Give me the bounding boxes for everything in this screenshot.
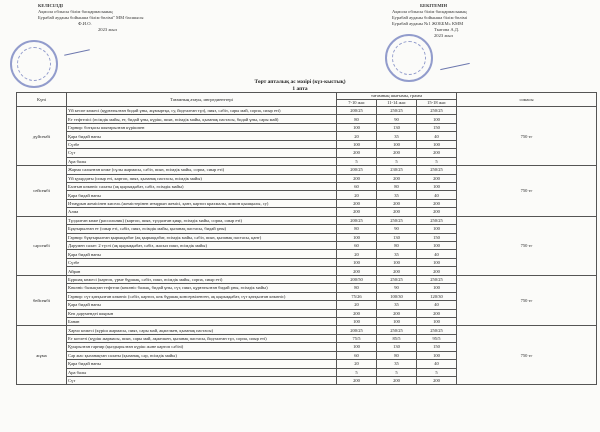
menu-table-body [17,107,597,385]
weight-7-10-cell: 200 [337,309,377,317]
dish-cell: Алма [67,208,337,216]
header-cost: сомасы [457,93,597,107]
cost-cell: 750 тг [457,166,597,217]
weight-11-14-cell: 250/25 [377,326,417,334]
dish-cell: Ара балы [67,157,337,165]
weight-7-10-cell: 60 [337,351,377,359]
dish-cell: Сүт [67,377,337,385]
weight-15-18-cell: 100 [417,317,457,325]
approved-label-left: КЕЛІСІЛДІ [38,3,64,8]
weight-11-14-cell: 90 [377,284,417,292]
weight-15-18-cell: 150 [417,123,457,131]
weight-11-14-cell: 35 [377,301,417,309]
weight-15-18-cell: 200 [417,208,457,216]
weight-11-14-cell: 5 [377,368,417,376]
weight-11-14-cell: 200 [377,309,417,317]
dish-cell: Сүт [67,149,337,157]
weight-11-14-cell: 250/25 [377,216,417,224]
weight-7-10-cell: 200 [337,267,377,275]
weight-15-18-cell: 5 [417,368,457,376]
school-org-line-1: Ақмола облысы білім басқармасының [392,9,467,14]
header-weight: тағамның шығымы, грамм [337,93,457,100]
table-row [17,326,597,334]
day-name-cell: сәрсенбі [17,216,67,275]
weight-7-10-cell: 100 [337,140,377,148]
weight-7-10-cell: 100 [337,343,377,351]
dish-cell: Үй кеспе көжесі (құрғатылған бидай ұны, жұмыртқа, су, йодталған тұз), пияз, сәбіз, сары май, сорпа, сиыр еті) [67,107,337,115]
weight-15-18-cell: 100 [417,140,457,148]
dish-cell: Дәрумен салат: 2 түсті (ақ қырыққабат, сәбіз, жасыл пияз, өсімдік майы) [67,242,337,250]
header-day: Күні [17,93,67,107]
director-name: Ткатова А.Д. [434,27,460,32]
weight-7-10-cell: 20 [337,191,377,199]
weight-15-18-cell: 250/25 [417,166,457,174]
weight-15-18-cell: 5 [417,157,457,165]
dish-cell: Сүзбе [67,258,337,266]
weight-11-14-cell: 90 [377,115,417,123]
weight-15-18-cell: 100 [417,284,457,292]
dish-cell: Айран [67,267,337,275]
weight-11-14-cell: 200 [377,267,417,275]
weight-7-10-cell: 200 [337,208,377,216]
approval-block-right [392,3,592,39]
dish-cell: Кеп дәрумендеі шырын [67,309,337,317]
weight-11-14-cell: 200 [377,377,417,385]
weight-15-18-cell: 200 [417,377,457,385]
document-title: Төрт апталық ас мәзірі (күз-кыстық) [254,79,346,85]
weight-7-10-cell: 200/25 [337,326,377,334]
weight-15-18-cell: 200 [417,199,457,207]
weight-7-10-cell: 80 [337,225,377,233]
weight-7-10-cell: 80 [337,284,377,292]
weight-7-10-cell: 200/25 [337,166,377,174]
weight-7-10-cell: 100 [337,317,377,325]
weight-15-18-cell: 40 [417,250,457,258]
day-name-cell: жұма [17,326,67,385]
weight-11-14-cell: 85/5 [377,334,417,342]
weight-11-14-cell: 250/25 [377,275,417,283]
approval-date-left: 2023 жыл [98,27,117,32]
dish-cell: Тұздалған көже (рассольник) (картоп, пияз, тұздалған қияр, өсімдік майы, сорпа, сиыр еті) [67,216,337,224]
dish-cell: Банан [67,317,337,325]
weight-11-14-cell: 90 [377,225,417,233]
weight-7-10-cell: 20 [337,301,377,309]
weight-15-18-cell: 100 [417,225,457,233]
weight-7-10-cell: 200 [337,377,377,385]
day-name-cell: дүйсенбі [17,107,67,166]
weight-7-10-cell: 75/5 [337,334,377,342]
weight-15-18-cell: 150 [417,233,457,241]
dish-cell: Бұршақ көжесі (картоп, үрме бұршақ, сәбіз, пияз, өсімдік майы, сорпа, сиыр еті) [67,275,337,283]
weight-15-18-cell: 200 [417,309,457,317]
weight-15-18-cell: 200 [417,149,457,157]
dish-cell: Көкөніс балықтан тефтели (көкөніс балық, бидай ұны, сүт, пияз, құрғатылған бидай ұны, өсімдік майы) [67,284,337,292]
weight-15-18-cell: 40 [417,191,457,199]
weight-7-10-cell: 200/25 [337,216,377,224]
approved-label-right: БЕКІТЕМІН [420,3,448,8]
dish-cell: Бұқтырылған ет (сиыр еті, сәбіз, пияз, өсімдік майы, қызанақ пастасы, бидай ұны) [67,225,337,233]
weight-11-14-cell: 100 [377,140,417,148]
dish-cell: Харчо көжесі (күріш жармасы, пияз, сары май, ақжелкен, қызанақ пастасы) [67,326,337,334]
weight-7-10-cell: 100 [337,233,377,241]
dish-cell: Қара бидай наны [67,132,337,140]
table-header-row [17,93,597,100]
weight-11-14-cell: 80 [377,182,417,190]
dish-cell: Қара бидай наны [67,191,337,199]
weight-15-18-cell: 250/25 [417,216,457,224]
weight-7-10-cell: 200 [337,174,377,182]
weight-15-18-cell: 100 [417,351,457,359]
cost-cell: 750 тг [457,275,597,326]
weight-11-14-cell: 35 [377,250,417,258]
school-name: Бурабай ауданы №1 ЖОББМ» КММ [392,21,464,26]
weight-7-10-cell: 200/50 [337,275,377,283]
weight-15-18-cell: 100 [417,182,457,190]
weight-15-18-cell: 200 [417,174,457,182]
weight-7-10-cell: 5 [337,368,377,376]
dish-cell: Жарма салынған көже (сұлы жармасы, сәбіз, пияз, өсімдік майы, сорпа, сиыр еті) [67,166,337,174]
weight-11-14-cell: 130 [377,343,417,351]
weight-11-14-cell: 230/25 [377,166,417,174]
dish-cell: Гарнир: сүт қатқылған көкөніс (сәбіз, картоп, көк бұршақ консервіленген, ақ қырыққабат, сүт қатқылған көкөніс) [67,292,337,300]
approver-org-line-1: Ақмола облысы білім басқармасының [38,9,113,14]
dish-cell: Сүзбе [67,140,337,148]
weight-11-14-cell: 35 [377,191,417,199]
signature-right [440,63,470,70]
table-row [17,107,597,115]
approver-name: Ф.И.О. [78,21,92,26]
weight-11-14-cell: 200 [377,174,417,182]
weight-15-18-cell: 40 [417,132,457,140]
weight-7-10-cell: 80 [337,115,377,123]
weight-7-10-cell: 200/25 [337,107,377,115]
cost-cell: 750 тг [457,216,597,275]
header-age-15-18: 15-18 жас [417,100,457,107]
weight-11-14-cell: 80 [377,242,417,250]
approval-date-right: 2023 жыл [434,33,453,38]
header-age-7-10: 7-10 жас [337,100,377,107]
weight-7-10-cell: 20 [337,132,377,140]
weight-11-14-cell: 200 [377,199,417,207]
dish-cell: Үй қуырдағы (сиыр еті, картоп, пияз, қызанақ пастасы, өсімдік майы) [67,174,337,182]
weight-15-18-cell: 95/5 [417,334,457,342]
table-row [17,216,597,224]
dish-cell: Қуырылған гарнир (қыздырылған күріш және картоп сәбізі) [67,343,337,351]
weight-11-14-cell: 80 [377,351,417,359]
weight-11-14-cell: 100 [377,258,417,266]
dish-cell: Гарнир: бұқтырылған қырыққабат (ақ қырыққабат, өсімдік майы, сәбіз, пияз, қызанақ пастасы, қант) [67,233,337,241]
weight-15-18-cell: 40 [417,301,457,309]
header-age-11-14: 11-14 жас [377,100,417,107]
weight-11-14-cell: 130 [377,233,417,241]
weight-7-10-cell: 5 [337,157,377,165]
weight-7-10-cell: 100 [337,123,377,131]
day-name-cell: сейсенбі [17,166,67,217]
weight-11-14-cell: 35 [377,360,417,368]
dish-cell: Сәр жас қызанақтан салаты (қызанақ, сәр, өсімдік майы) [67,351,337,359]
weight-15-18-cell: 100 [417,258,457,266]
weight-7-10-cell: 60 [337,242,377,250]
school-org-line-2: Бурабай ауданы бойынша білім бөлімі [392,15,468,20]
week-label: 1 апта [292,86,308,92]
weight-7-10-cell: 200 [337,199,377,207]
weight-7-10-cell: 20 [337,250,377,258]
weight-11-14-cell: 130 [377,123,417,131]
table-row [17,275,597,283]
dish-cell: Ара балы [67,368,337,376]
dish-cell: Ет котлеті (күріш жармасы, пияз, сары май, ақжелкен, қызанақ пастасы, йодталған тұз, сорпа, сиыр еті) [67,334,337,342]
dish-cell: Итмұрын жемісінен кисель (жемістерінен итмұрын жемісі, қант, картоп крахмалы, лимон қышқылы, су) [67,199,337,207]
weight-15-18-cell: 250/25 [417,326,457,334]
header-dish: Тағамның атауы, ингредиенттері [67,93,337,107]
cost-cell: 750 тг [457,107,597,166]
approver-org-line-2: Бурабай ауданы бойынша білім бөлімі" ММ басшысы [38,15,144,20]
weight-11-14-cell: 35 [377,132,417,140]
weight-15-18-cell: 250/25 [417,275,457,283]
weight-15-18-cell: 200 [417,267,457,275]
weight-7-10-cell: 100 [337,258,377,266]
weight-11-14-cell: 5 [377,157,417,165]
dish-cell: Гарнир: ботқасы шығарылған күрішпен [67,123,337,131]
weight-15-18-cell: 120/30 [417,292,457,300]
weight-7-10-cell: 20 [337,360,377,368]
cost-cell: 750 тг [457,326,597,385]
dish-cell: Балғын көкөніс салаты (ақ қырыққабат, сәбіз, өсімдік майы) [67,182,337,190]
weight-15-18-cell: 40 [417,360,457,368]
weight-11-14-cell: 250/25 [377,107,417,115]
weight-7-10-cell: 75/26 [337,292,377,300]
weight-7-10-cell: 200 [337,149,377,157]
weight-11-14-cell: 100/30 [377,292,417,300]
official-seal-right [385,34,433,82]
dish-cell: Қара бидай наны [67,250,337,258]
weight-15-18-cell: 250/25 [417,107,457,115]
weight-11-14-cell: 200 [377,208,417,216]
day-name-cell: бейсенбі [17,275,67,326]
dish-cell: Қара бидай наны [67,301,337,309]
weight-11-14-cell: 200 [377,149,417,157]
menu-table [16,92,597,385]
weight-11-14-cell: 100 [377,317,417,325]
weight-15-18-cell: 100 [417,242,457,250]
approval-block-left [38,3,238,33]
weight-15-18-cell: 150 [417,343,457,351]
table-row [17,166,597,174]
dish-cell: Ет тефтелісі (өсімдік майы, ет, бидай ұны, күріш, пияз, өсімдік майы, қызанақ пастасы, бидай ұны, сары май) [67,115,337,123]
dish-cell: Қара бидай наны [67,360,337,368]
signature-left [64,49,90,55]
weight-15-18-cell: 100 [417,115,457,123]
weight-7-10-cell: 60 [337,182,377,190]
